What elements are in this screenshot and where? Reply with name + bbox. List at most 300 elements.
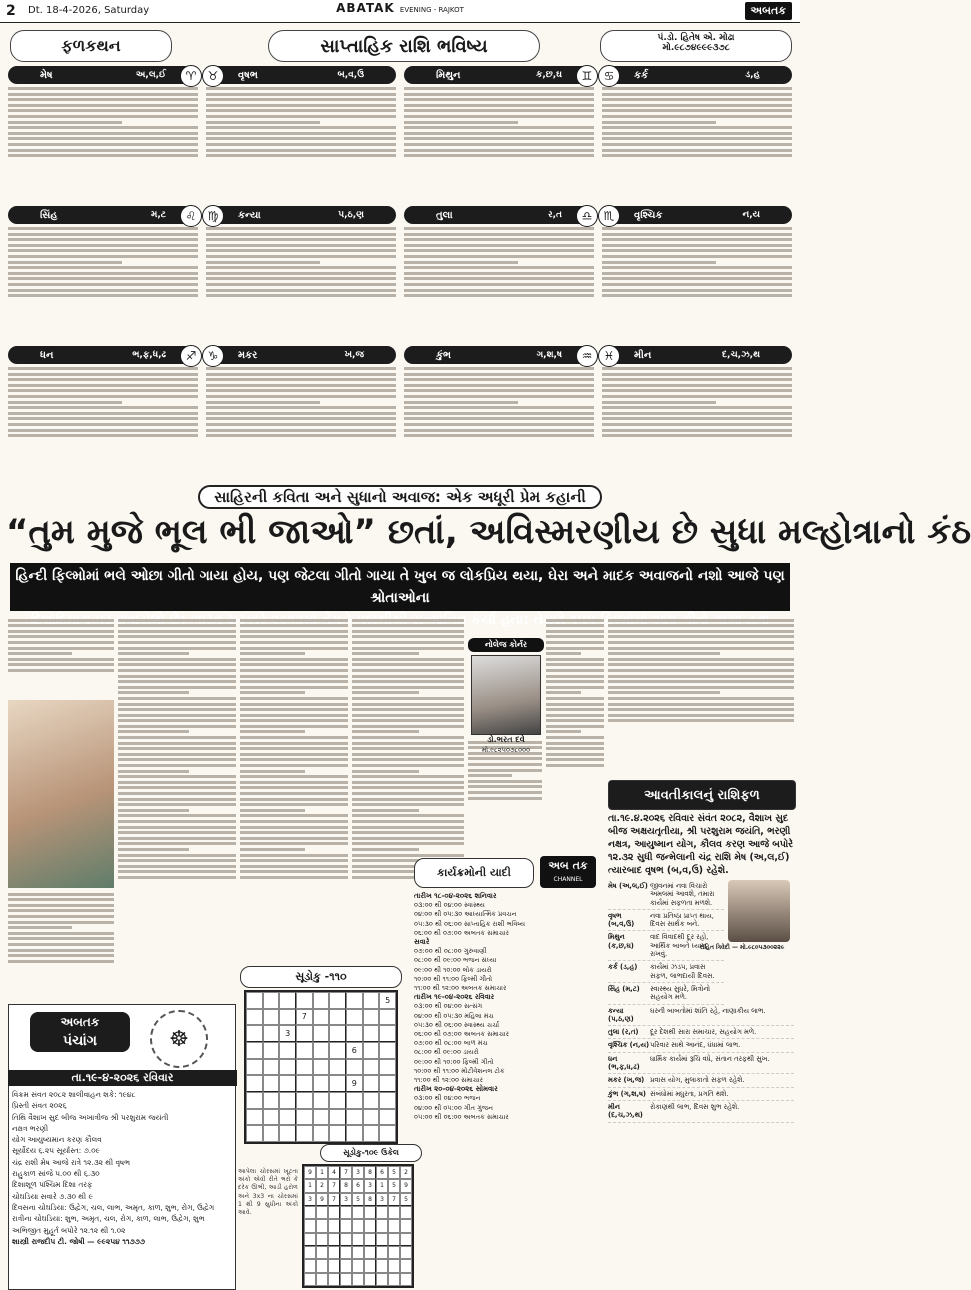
sudoku-cell[interactable] bbox=[263, 1075, 280, 1092]
sudoku-cell[interactable]: 3 bbox=[279, 1025, 296, 1042]
program-item: ૦૯:૦૦ થી ૧૦:૦૦ લોક ડાયરો bbox=[414, 965, 492, 974]
sudoku-cell[interactable] bbox=[379, 1092, 396, 1109]
sudoku-solution-title: સૂડોકુ-૧૦૯ ઉકેલ bbox=[320, 1144, 422, 1162]
text-line bbox=[602, 137, 792, 140]
sudoku-cell[interactable] bbox=[296, 992, 313, 1009]
sudoku-cell[interactable] bbox=[346, 1009, 363, 1026]
text-line bbox=[546, 736, 604, 739]
solution-cell: 7 bbox=[328, 1193, 340, 1206]
text-line bbox=[8, 937, 114, 940]
text-line bbox=[118, 663, 236, 666]
sudoku-cell[interactable] bbox=[363, 1059, 380, 1076]
sudoku-cell[interactable] bbox=[363, 1092, 380, 1109]
text-line bbox=[206, 98, 396, 101]
program-list bbox=[414, 892, 604, 1288]
panchang-row: યોગ આયુષ્યમાન કરણ કૌલવ bbox=[12, 1135, 102, 1145]
text-line bbox=[240, 837, 348, 840]
text-line bbox=[404, 132, 594, 135]
sudoku-cell[interactable] bbox=[313, 1125, 330, 1142]
sudoku-cell[interactable] bbox=[329, 1125, 346, 1142]
sudoku-cell[interactable] bbox=[246, 1075, 263, 1092]
zodiac-name: કન્યા bbox=[238, 209, 261, 221]
sudoku-cell[interactable] bbox=[279, 1009, 296, 1026]
text-line bbox=[240, 809, 305, 812]
zodiac-text bbox=[8, 367, 198, 479]
sudoku-cell[interactable] bbox=[329, 1009, 346, 1026]
text-line bbox=[468, 769, 542, 772]
text-line bbox=[206, 87, 396, 90]
text-line bbox=[602, 255, 792, 258]
text-line bbox=[352, 691, 419, 694]
sudoku-cell[interactable] bbox=[363, 1009, 380, 1026]
solution-cell: 7 bbox=[388, 1193, 400, 1206]
zodiac-name: મકર bbox=[238, 349, 258, 361]
text-line bbox=[240, 641, 348, 644]
text-line bbox=[118, 809, 189, 812]
sudoku-cell[interactable] bbox=[363, 1025, 380, 1042]
text-line bbox=[602, 389, 792, 392]
text-line bbox=[352, 680, 464, 683]
solution-cell bbox=[352, 1233, 364, 1246]
text-line bbox=[404, 93, 594, 96]
text-line bbox=[8, 373, 198, 376]
sudoku-cell[interactable] bbox=[313, 1059, 330, 1076]
text-line bbox=[608, 703, 794, 706]
text-line bbox=[602, 289, 792, 292]
program-day-row bbox=[414, 993, 604, 1002]
solution-cell bbox=[340, 1206, 352, 1219]
tomorrow-item bbox=[608, 1053, 794, 1075]
text-line bbox=[118, 675, 236, 678]
sudoku-cell[interactable]: 9 bbox=[346, 1075, 363, 1092]
text-line bbox=[206, 384, 396, 387]
text-line bbox=[352, 730, 419, 733]
sudoku-cell[interactable] bbox=[246, 1109, 263, 1126]
text-line bbox=[352, 747, 464, 750]
solution-cell: 6 bbox=[352, 1179, 364, 1192]
sudoku-cell[interactable]: 6 bbox=[346, 1042, 363, 1059]
text-line bbox=[8, 412, 198, 415]
zodiac-block bbox=[602, 66, 792, 202]
sudoku-cell[interactable]: 5 bbox=[379, 992, 396, 1009]
sudoku-cell[interactable] bbox=[346, 1092, 363, 1109]
text-line bbox=[608, 708, 794, 711]
tomorrow-sign: મિથુન (ક,છ,ઘ) bbox=[608, 933, 634, 950]
sudoku-cell[interactable] bbox=[313, 1009, 330, 1026]
zodiac-block bbox=[8, 206, 198, 342]
solution-cell: 5 bbox=[388, 1179, 400, 1192]
tomorrow-item bbox=[608, 1026, 794, 1039]
text-line bbox=[404, 149, 594, 152]
text-line bbox=[608, 652, 720, 655]
astrologer-name: પં.ડો. હિતેષ એ. મોઢા bbox=[657, 33, 735, 43]
text-line bbox=[608, 619, 794, 622]
deck-line-2: કર્યા હતા: bbox=[471, 612, 530, 628]
sudoku-cell[interactable] bbox=[296, 1025, 313, 1042]
text-line bbox=[8, 434, 198, 437]
channel-logo-text: અબ તક bbox=[548, 859, 588, 872]
text-line bbox=[8, 921, 114, 924]
sudoku-cell[interactable] bbox=[263, 1092, 280, 1109]
sudoku-cell[interactable] bbox=[313, 992, 330, 1009]
text-line bbox=[608, 675, 794, 678]
text-line bbox=[206, 423, 396, 426]
text-line bbox=[352, 764, 464, 767]
text-line bbox=[608, 658, 794, 661]
text-line bbox=[8, 641, 114, 644]
text-line bbox=[240, 854, 348, 857]
solution-cell bbox=[352, 1273, 364, 1286]
text-line bbox=[240, 719, 348, 722]
sudoku-cell[interactable] bbox=[379, 1059, 396, 1076]
text-line bbox=[602, 87, 792, 90]
text-line bbox=[118, 680, 236, 683]
sudoku-cell[interactable] bbox=[329, 992, 346, 1009]
sudoku-cell[interactable] bbox=[263, 1125, 280, 1142]
text-line bbox=[602, 227, 792, 230]
text-line bbox=[352, 758, 464, 761]
sudoku-cell[interactable] bbox=[296, 1109, 313, 1126]
text-line bbox=[404, 378, 594, 381]
text-line bbox=[8, 389, 198, 392]
text-line bbox=[118, 652, 189, 655]
sudoku-cell[interactable] bbox=[279, 992, 296, 1009]
program-item: ૦૮:૦૦ થી ૦૯:૦૦ ભજન સંધ્યા bbox=[414, 956, 497, 965]
text-line bbox=[240, 703, 348, 706]
sudoku-cell[interactable] bbox=[379, 1109, 396, 1126]
text-line bbox=[602, 233, 792, 236]
zodiac-block bbox=[404, 66, 594, 202]
text-line bbox=[240, 870, 348, 873]
text-line bbox=[8, 93, 198, 96]
text-line bbox=[118, 798, 236, 801]
solution-cell: 2 bbox=[400, 1166, 412, 1179]
tomorrow-sign: કર્ક (ડ,હ) bbox=[608, 963, 638, 972]
sudoku-cell[interactable] bbox=[296, 1125, 313, 1142]
text-line bbox=[404, 417, 594, 420]
solution-cell: 9 bbox=[316, 1193, 328, 1206]
text-line bbox=[118, 708, 236, 711]
panchang-row: દિવસના ચોઘડિયા: ઉદ્વેગ, ચલ, લાભ, અમૃત, કાળ, શુભ, રોગ, ઉદ્વેગ bbox=[12, 1202, 215, 1212]
zodiac-header bbox=[404, 66, 594, 84]
text-line bbox=[352, 675, 464, 678]
sudoku-cell[interactable] bbox=[263, 1025, 280, 1042]
program-item: ૧૧:૦૦ થી ૧૨:૦૦ અબતક સમાચાર bbox=[414, 984, 507, 993]
solution-cell bbox=[376, 1246, 388, 1259]
text-line bbox=[352, 837, 464, 840]
solution-cell bbox=[400, 1259, 412, 1272]
text-line bbox=[240, 859, 348, 862]
text-line bbox=[240, 630, 348, 633]
tomorrow-sign: કુંભ (ગ,શ,ષ) bbox=[608, 1089, 646, 1098]
sudoku-cell[interactable] bbox=[329, 1109, 346, 1126]
program-list-title: કાર્યક્રમોની યાદી bbox=[414, 858, 534, 888]
sudoku-cell[interactable] bbox=[363, 1125, 380, 1142]
text-line bbox=[8, 367, 198, 370]
sudoku-cell[interactable] bbox=[313, 1025, 330, 1042]
zodiac-name: તુલા bbox=[436, 209, 453, 221]
sudoku-cell[interactable] bbox=[363, 992, 380, 1009]
sudoku-cell[interactable] bbox=[246, 1009, 263, 1026]
author-name: ડો.ભરત દવે bbox=[487, 735, 525, 744]
sudoku-cell[interactable] bbox=[329, 1042, 346, 1059]
text-line bbox=[352, 697, 464, 700]
sudoku-cell[interactable] bbox=[379, 1125, 396, 1142]
program-item: ૦૯:૦૦ થી ૧૦:૦૦ ફિલ્મી ગીતો bbox=[414, 1057, 494, 1066]
text-line bbox=[240, 781, 348, 784]
text-line bbox=[546, 669, 604, 672]
zodiac-text bbox=[404, 87, 594, 199]
zodiac-letters: ખ,જ bbox=[344, 350, 364, 360]
sudoku-cell[interactable] bbox=[263, 1009, 280, 1026]
text-line bbox=[352, 803, 464, 806]
solution-cell bbox=[316, 1219, 328, 1232]
text-line bbox=[546, 703, 604, 706]
text-line bbox=[240, 842, 348, 845]
sudoku-cell[interactable] bbox=[246, 992, 263, 1009]
text-line bbox=[546, 708, 604, 711]
text-line bbox=[608, 686, 794, 689]
text-line bbox=[118, 719, 236, 722]
program-item: ૦૮:૦૦ થી ૦૯:૦૦ ડાયરો bbox=[414, 1048, 479, 1057]
text-line bbox=[118, 686, 236, 689]
sudoku-cell[interactable] bbox=[296, 1059, 313, 1076]
sudoku-cell[interactable] bbox=[313, 1092, 330, 1109]
text-line bbox=[602, 373, 792, 376]
solution-cell bbox=[364, 1233, 376, 1246]
text-line bbox=[206, 244, 396, 247]
sudoku-cell[interactable] bbox=[346, 1109, 363, 1126]
sudoku-cell[interactable] bbox=[246, 1025, 263, 1042]
sudoku-cell[interactable] bbox=[263, 992, 280, 1009]
tomorrow-text: રોકાણથી લાભ, દિવસ શુભ રહેશે. bbox=[650, 1102, 740, 1111]
sudoku-cell[interactable] bbox=[346, 1025, 363, 1042]
program-day: તારીખ ૧૯-૦૪-૨૦૨૬ રવિવાર bbox=[414, 993, 495, 1002]
sudoku-cell[interactable] bbox=[346, 992, 363, 1009]
zodiac-letters: બ,વ,ઉ bbox=[337, 70, 364, 80]
text-line bbox=[352, 658, 464, 661]
sudoku-cell[interactable] bbox=[263, 1059, 280, 1076]
sudoku-cell[interactable] bbox=[313, 1109, 330, 1126]
text-line bbox=[8, 244, 198, 247]
solution-cell bbox=[340, 1273, 352, 1286]
text-line bbox=[206, 417, 396, 420]
sudoku-cell[interactable] bbox=[246, 1092, 263, 1109]
sudoku-cell[interactable] bbox=[379, 1009, 396, 1026]
text-line bbox=[240, 725, 348, 728]
text-line bbox=[468, 797, 542, 800]
sudoku-cell[interactable] bbox=[279, 1125, 296, 1142]
text-line bbox=[206, 115, 396, 118]
sudoku-cell[interactable] bbox=[246, 1042, 263, 1059]
text-line bbox=[118, 658, 236, 661]
sudoku-cell[interactable] bbox=[363, 1075, 380, 1092]
zodiac-name: કર્ક bbox=[634, 69, 649, 81]
zodiac-header bbox=[206, 206, 396, 224]
sudoku-cell[interactable] bbox=[279, 1092, 296, 1109]
tomorrow-item bbox=[608, 961, 724, 983]
text-line bbox=[546, 730, 581, 733]
sudoku-cell[interactable] bbox=[296, 1042, 313, 1059]
text-line bbox=[118, 635, 236, 638]
sudoku-cell[interactable] bbox=[279, 1059, 296, 1076]
text-line bbox=[8, 87, 198, 90]
text-line bbox=[240, 675, 348, 678]
sudoku-cell[interactable] bbox=[279, 1109, 296, 1126]
zodiac-icon: ♋ bbox=[598, 65, 620, 87]
paper-title-main: ABATAK bbox=[336, 1, 395, 15]
text-line bbox=[240, 658, 348, 661]
solution-cell bbox=[352, 1246, 364, 1259]
text-line bbox=[240, 865, 348, 868]
text-line bbox=[404, 98, 594, 101]
text-line bbox=[206, 294, 396, 297]
text-line bbox=[546, 747, 604, 750]
text-line bbox=[546, 635, 604, 638]
text-line bbox=[602, 401, 716, 404]
text-line bbox=[352, 753, 464, 756]
text-line bbox=[240, 742, 348, 745]
solution-cell bbox=[376, 1233, 388, 1246]
text-line bbox=[206, 389, 396, 392]
text-line bbox=[206, 429, 396, 432]
sudoku-cell[interactable] bbox=[379, 1025, 396, 1042]
text-line bbox=[240, 798, 348, 801]
text-line bbox=[352, 686, 464, 689]
panchang-row: વિક્રમ સંવત ૨૦૮૨ શાલીવાહન શકે: ૧૯૪૮ bbox=[12, 1090, 136, 1099]
zodiac-block bbox=[8, 66, 198, 202]
program-item: ૦૭:૦૦ થી ૦૮:૦૦ ગુરુવાણી bbox=[414, 947, 487, 956]
sudoku-cell[interactable] bbox=[279, 1075, 296, 1092]
solution-cell bbox=[376, 1219, 388, 1232]
solution-cell bbox=[328, 1259, 340, 1272]
sudoku-cell[interactable] bbox=[246, 1059, 263, 1076]
text-line bbox=[352, 725, 464, 728]
sudoku-cell[interactable] bbox=[379, 1075, 396, 1092]
sudoku-cell[interactable] bbox=[363, 1109, 380, 1126]
text-line bbox=[8, 283, 198, 286]
solution-cell: 5 bbox=[388, 1166, 400, 1179]
sudoku-cell[interactable] bbox=[313, 1042, 330, 1059]
sudoku-cell[interactable] bbox=[313, 1075, 330, 1092]
sudoku-cell[interactable] bbox=[246, 1125, 263, 1142]
tomorrow-text: ધાર્મિક કાર્યમાં રૂચિ વધે, સંતાન તરફથી સુખ. bbox=[650, 1054, 770, 1063]
sudoku-cell[interactable] bbox=[263, 1042, 280, 1059]
sudoku-cell[interactable] bbox=[296, 1075, 313, 1092]
text-line bbox=[602, 238, 792, 241]
zodiac-text bbox=[602, 87, 792, 199]
text-line bbox=[118, 619, 236, 622]
zodiac-letters: ક,છ,ઘ bbox=[535, 70, 562, 80]
text-line bbox=[8, 149, 198, 152]
solution-cell bbox=[388, 1219, 400, 1232]
text-line bbox=[206, 289, 396, 292]
text-line bbox=[602, 294, 792, 297]
text-line bbox=[404, 104, 594, 107]
sudoku-cell[interactable] bbox=[363, 1042, 380, 1059]
text-line bbox=[8, 904, 114, 907]
solution-cell: 5 bbox=[352, 1193, 364, 1206]
text-line bbox=[602, 434, 792, 437]
sudoku-cell[interactable] bbox=[379, 1042, 396, 1059]
text-line bbox=[206, 395, 396, 398]
panchang-row: તિથિ વૈશાખ સુદ બીજ અખાત્રીજ શ્રી પરશુરામ જયંતી bbox=[12, 1112, 169, 1122]
text-line bbox=[352, 663, 464, 666]
program-item: ૧૦:૦૦ થી ૧૧:૦૦ ફિલ્મી ગીતો bbox=[414, 974, 493, 983]
zodiac-name: મેષ bbox=[40, 69, 53, 81]
solution-cell bbox=[316, 1259, 328, 1272]
text-line bbox=[118, 742, 236, 745]
author-photo bbox=[471, 655, 541, 735]
tomorrow-text: સ્વાસ્થ્ય સુધરે, મિત્રોનો સહયોગ મળે. bbox=[650, 984, 711, 1002]
text-line bbox=[206, 272, 396, 275]
text-line bbox=[118, 854, 236, 857]
sudoku-cell[interactable] bbox=[329, 1092, 346, 1109]
tomorrow-item bbox=[608, 880, 724, 910]
singer-photo bbox=[8, 700, 114, 888]
text-line bbox=[468, 763, 542, 766]
text-line bbox=[8, 109, 198, 112]
tomorrow-text: જીવનમાં નવા વિચારો અમલમાં આવશે, તમારા કાર્યમાં સફળતા મળશે. bbox=[650, 882, 715, 907]
zodiac-icon: ♈ bbox=[180, 65, 202, 87]
solution-cell: 6 bbox=[376, 1166, 388, 1179]
solution-cell bbox=[352, 1259, 364, 1272]
text-line bbox=[352, 820, 464, 823]
text-line bbox=[468, 791, 542, 794]
tomorrow-list bbox=[608, 880, 794, 1288]
zodiac-letters: અ,લ,ઈ bbox=[135, 70, 166, 80]
sudoku-cell[interactable] bbox=[346, 1125, 363, 1142]
text-line bbox=[602, 429, 792, 432]
solution-cell bbox=[316, 1246, 328, 1259]
sudoku-cell[interactable] bbox=[346, 1059, 363, 1076]
panchang-row: પ્રિસ્તી સંવત ૨૦૨૬ bbox=[12, 1101, 67, 1111]
text-line bbox=[8, 115, 198, 118]
text-line bbox=[602, 417, 792, 420]
sudoku-cell[interactable] bbox=[279, 1042, 296, 1059]
sudoku-cell[interactable] bbox=[329, 1075, 346, 1092]
text-line bbox=[352, 781, 464, 784]
text-line bbox=[8, 277, 198, 280]
text-line bbox=[602, 384, 792, 387]
sudoku-cell[interactable]: 7 bbox=[296, 1009, 313, 1026]
tomorrow-text: કાર્યમાં ઝડપ, પ્રવાસ સફળ, લાભદાયી દિવસ. bbox=[650, 963, 715, 980]
sudoku-grid[interactable] bbox=[244, 990, 398, 1144]
text-line bbox=[608, 669, 794, 672]
text-line bbox=[240, 736, 348, 739]
text-line bbox=[8, 949, 114, 952]
program-item: ૦૬:૦૦ થી ૦૭:૦૦ અબતક સમાચાર bbox=[414, 1030, 510, 1039]
solution-cell bbox=[388, 1246, 400, 1259]
text-line bbox=[352, 619, 464, 622]
text-line bbox=[404, 283, 594, 286]
body-text-col bbox=[608, 616, 794, 776]
sudoku-cell[interactable] bbox=[329, 1059, 346, 1076]
sudoku-cell[interactable] bbox=[296, 1092, 313, 1109]
sudoku-cell[interactable] bbox=[263, 1109, 280, 1126]
sudoku-cell[interactable] bbox=[329, 1025, 346, 1042]
text-line bbox=[8, 635, 114, 638]
tomorrow-intro: તા.૧૯.૪.૨૦૨૬ રવિવાર સંવંત ૨૦૮૨, વૈશાખ સુદ બીજ અક્ષયતૃતીયા, શ્રી પરશુરામ જયંતિ, ભરણી નક્ષત્ર, આયુષ્માન યોગ, કૌલવ કરણ આજે બપોરે ૧૨.૩૨ સુધી જન્મેલાની ચંદ્ર રાશિ મેષ (અ,લ,ઈ) ત્યારબાદ વૃષભ (બ,વ,ઉ) રહેશે. bbox=[608, 813, 794, 876]
tomorrow-item bbox=[608, 1005, 794, 1027]
text-line bbox=[118, 792, 236, 795]
text-line bbox=[240, 848, 305, 851]
panchang-brand bbox=[30, 1012, 130, 1052]
program-item: ૦૫:૦૦ થી ૦૬:૦૦ અબતક સમાચાર bbox=[414, 1112, 509, 1121]
zodiac-letters: ડ,હ bbox=[745, 70, 760, 80]
tomorrow-item bbox=[608, 931, 724, 961]
program-day-row bbox=[414, 892, 604, 901]
